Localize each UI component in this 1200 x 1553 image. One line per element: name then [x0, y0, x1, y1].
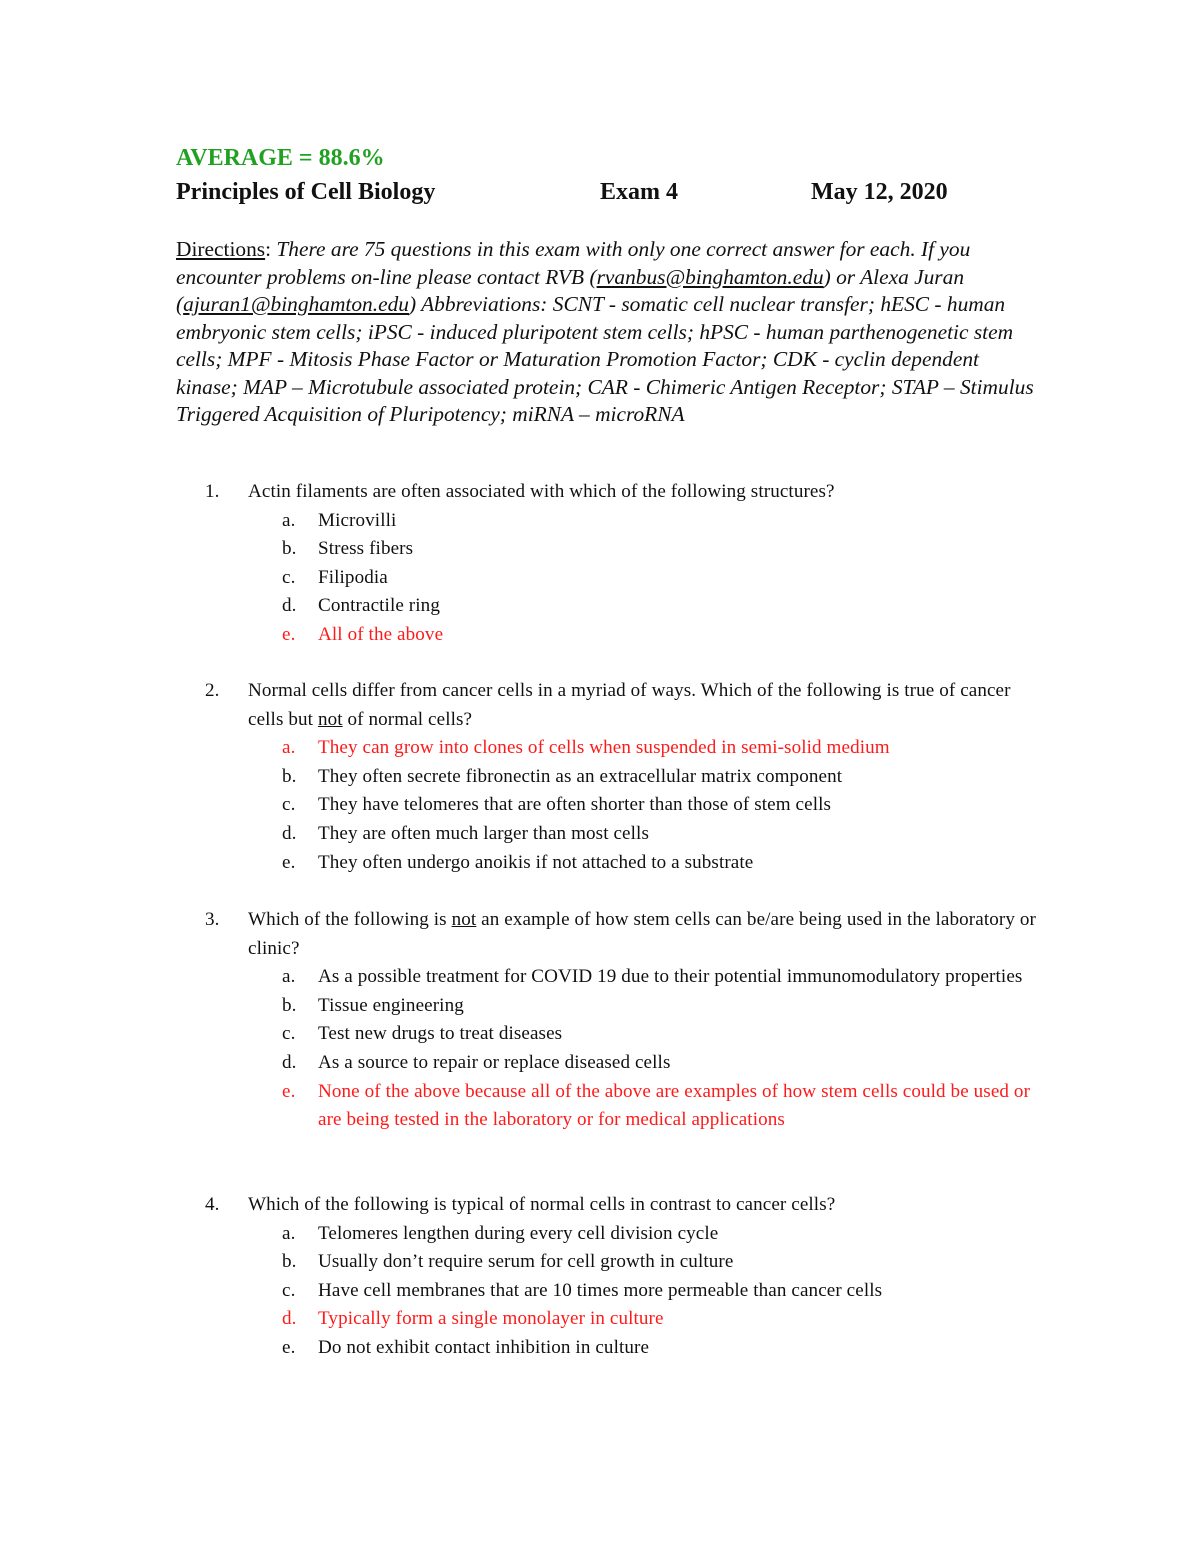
answer-option [205, 992, 1045, 1021]
option-letter: e. [282, 851, 296, 873]
directions-colon: : [265, 237, 272, 261]
directions-part-3: ) Abbreviations: SCNT - somatic cell nuclear transfer; hESC - human embryonic stem cells; iPSC - induced pluripotent stem cells; hPSC - human parthenogenetic stem cells; MPF - Mitosis Phase Factor or Maturation Promotion Factor; CDK - cyclin dependent kinase; MAP – Microtubule associated protein; CAR - Chimeric Antigen Receptor; STAP – Stimulus Triggered Acquisition of Pluripotency; miRNA – microRNA [176, 292, 1034, 426]
question-4-stem [205, 1191, 1045, 1220]
question-1-options [205, 507, 1045, 650]
option-text: Have cell membranes that are 10 times more permeable than cancer cells [318, 1279, 883, 1301]
exam-title-row [176, 175, 1056, 209]
question-4 [205, 1191, 1045, 1363]
question-3-stem [205, 906, 1045, 963]
option-text: Contractile ring [318, 595, 440, 617]
option-letter: a. [282, 966, 296, 988]
question-2-options [205, 734, 1045, 877]
answer-option [205, 820, 1045, 849]
option-letter: d. [282, 1308, 297, 1330]
option-text: All of the above [318, 623, 444, 645]
answer-option [205, 507, 1045, 536]
answer-option [205, 1277, 1045, 1306]
course-title: Principles of Cell Biology [176, 179, 436, 205]
option-letter: b. [282, 1251, 297, 1273]
option-letter: c. [282, 794, 296, 816]
directions-text [176, 237, 1034, 426]
answer-option [205, 564, 1045, 593]
answer-option [205, 1334, 1045, 1363]
question-4-options [205, 1220, 1045, 1363]
question-number: 1. [205, 481, 220, 502]
option-letter: c. [282, 566, 296, 588]
answer-option [205, 1049, 1045, 1078]
answer-option [205, 535, 1045, 564]
option-text: Test new drugs to treat diseases [318, 1023, 563, 1045]
directions-block [176, 236, 1038, 429]
directions-part-1: There are 75 questions in this exam with only one correct answer for each. If you encounter problems on-line please contact RVB ( [176, 237, 971, 289]
question-3 [205, 906, 1045, 1135]
question-text: Which of the following is typical of normal cells in contrast to cancer cells? [248, 1194, 836, 1215]
question-1-stem [205, 478, 1045, 507]
directions-label: Directions [176, 237, 266, 261]
answer-option [205, 1248, 1045, 1277]
option-letter: b. [282, 994, 297, 1016]
answer-option [205, 849, 1045, 878]
exam-number: Exam 4 [600, 179, 678, 205]
question-2 [205, 677, 1045, 877]
option-text: As a possible treatment for COVID 19 due to their potential immunomodulatory properties [318, 966, 1023, 988]
option-text: None of the above because all of the above are examples of how stem cells could be used or are being tested in the laboratory or for medical applications [318, 1080, 1031, 1131]
question-3-options [205, 963, 1045, 1135]
correct-answer-option [205, 1305, 1045, 1334]
question-number: 4. [205, 1194, 220, 1215]
answer-option [205, 1020, 1045, 1049]
option-text: Microvilli [318, 509, 397, 531]
option-text: Do not exhibit contact inhibition in culture [318, 1336, 650, 1358]
option-letter: d. [282, 822, 297, 844]
option-text: They often undergo anoikis if not attached to a substrate [318, 851, 754, 873]
email-link-ajuran[interactable]: ajuran1@binghamton.edu [183, 292, 409, 316]
question-text: Actin filaments are often associated with which of the following structures? [248, 481, 835, 502]
option-text: They can grow into clones of cells when suspended in semi-solid medium [318, 737, 890, 759]
directions-part-2: ) or Alexa Juran ( [176, 264, 965, 316]
option-text: Stress fibers [318, 538, 414, 560]
option-text: They have telomeres that are often shorter than those of stem cells [318, 794, 832, 816]
question-text: Which of the following is not an example of how stem cells can be/are being used in the laboratory or clinic? [248, 909, 1036, 959]
option-text: Tissue engineering [318, 994, 464, 1016]
option-letter: e. [282, 1336, 296, 1358]
underlined-word: not [451, 909, 477, 930]
option-text: They are often much larger than most cells [318, 822, 649, 844]
question-1 [205, 478, 1045, 650]
answer-option [205, 592, 1045, 621]
question-text: Normal cells differ from cancer cells in a myriad of ways. Which of the following is true of cancer cells but not of normal cells? [248, 680, 1011, 730]
option-letter: e. [282, 1080, 296, 1102]
exam-date: May 12, 2020 [811, 179, 948, 205]
answer-option [205, 791, 1045, 820]
option-letter: d. [282, 1051, 297, 1073]
underlined-word: not [317, 708, 343, 730]
correct-answer-option [205, 1078, 1045, 1135]
option-letter: e. [282, 623, 296, 645]
option-letter: c. [282, 1279, 296, 1301]
question-number: 3. [205, 909, 220, 930]
answer-option [205, 763, 1045, 792]
option-letter: b. [282, 538, 297, 560]
question-2-stem [205, 677, 1045, 734]
option-letter: d. [282, 595, 297, 617]
answer-option [205, 963, 1045, 992]
option-text: Telomeres lengthen during every cell division cycle [318, 1222, 719, 1244]
correct-answer-option [205, 734, 1045, 763]
option-text: They often secrete fibronectin as an extracellular matrix component [318, 765, 843, 787]
question-number: 2. [205, 680, 220, 701]
option-letter: b. [282, 765, 297, 787]
option-letter: a. [282, 509, 296, 531]
option-text: Usually don’t require serum for cell growth in culture [318, 1251, 734, 1273]
option-text: Typically form a single monolayer in culture [318, 1308, 664, 1330]
average-score: AVERAGE = 88.6% [176, 145, 385, 171]
correct-answer-option [205, 621, 1045, 650]
option-letter: c. [282, 1023, 296, 1045]
option-letter: a. [282, 737, 296, 759]
answer-option [205, 1220, 1045, 1249]
option-text: As a source to repair or replace diseased cells [318, 1051, 671, 1073]
option-letter: a. [282, 1222, 296, 1244]
option-text: Filipodia [318, 566, 388, 588]
email-link-rvanbus[interactable]: rvanbus@binghamton.edu [596, 264, 824, 289]
